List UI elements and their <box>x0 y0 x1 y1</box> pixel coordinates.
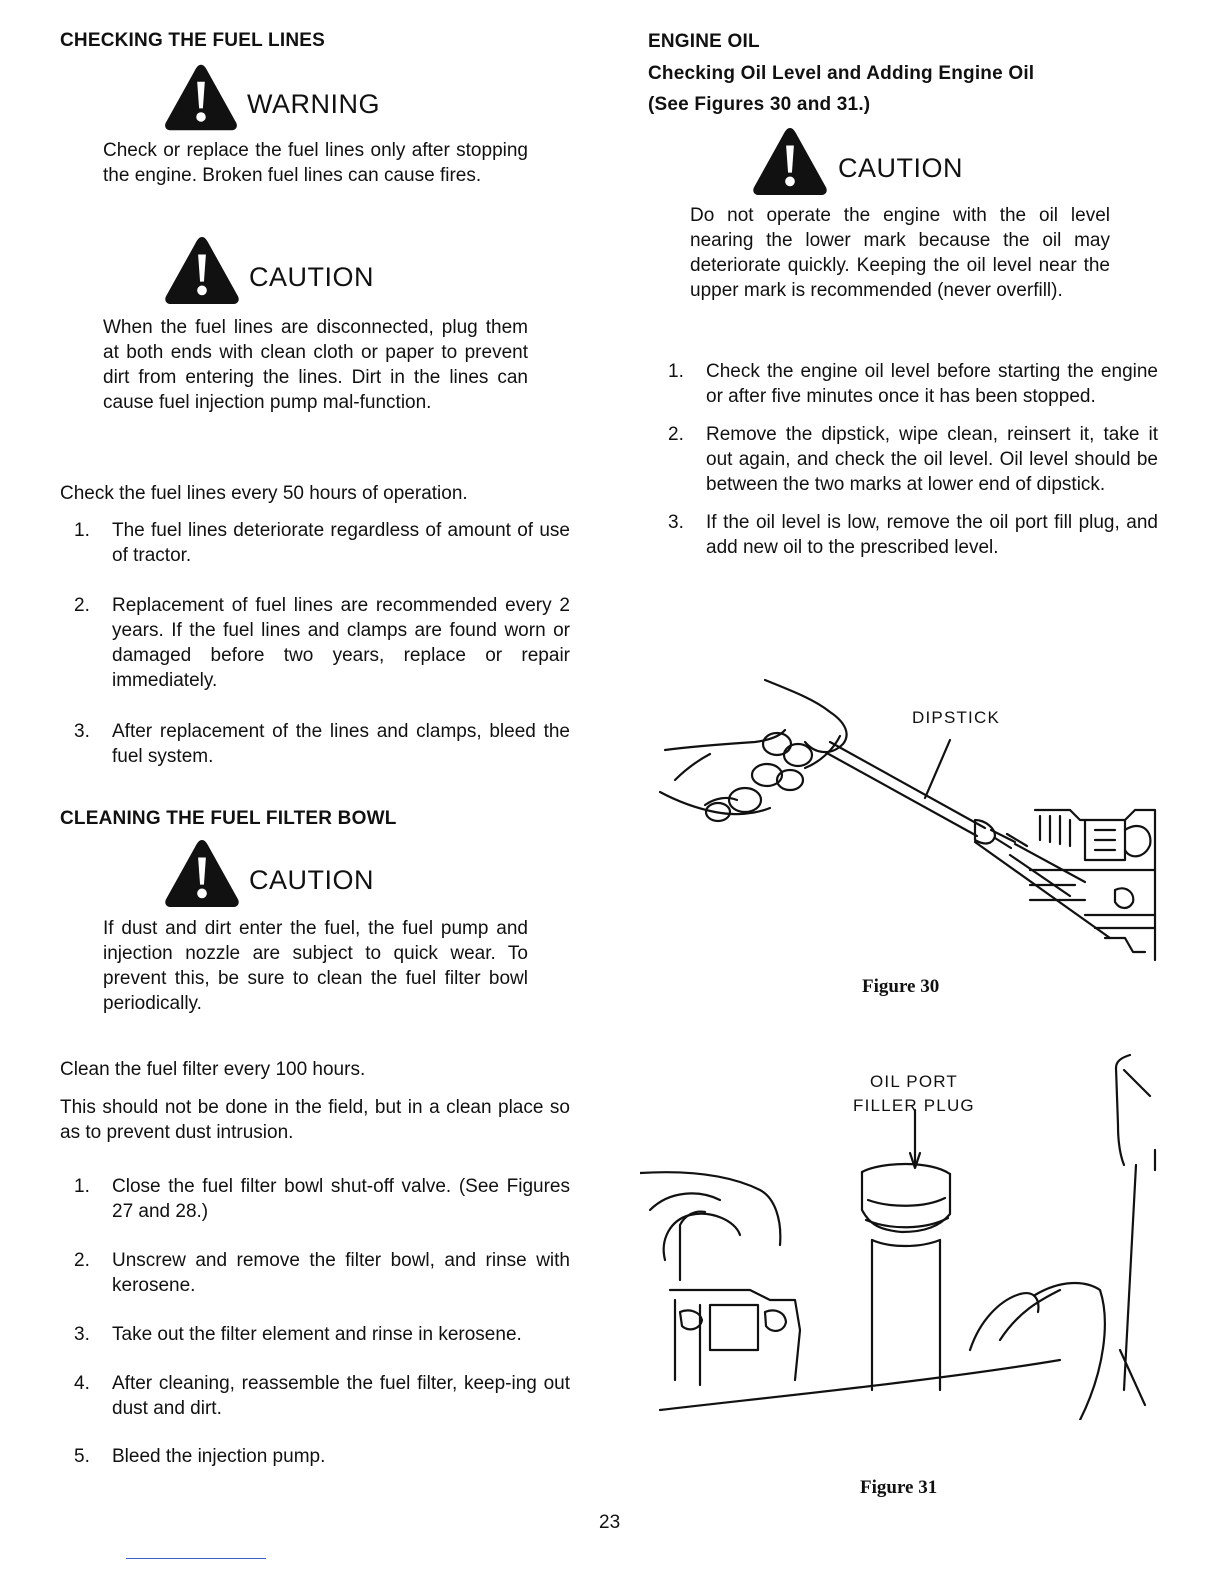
warning-title: WARNING <box>247 88 380 119</box>
list-item <box>654 359 1158 409</box>
step-number: 2. <box>668 424 684 445</box>
step-text: Replacement of fuel lines are recommended every 2 years. If the fuel lines and clamps are found worn or damaged before two years, replace or repair immediately. <box>112 595 570 691</box>
caution-alert-fuel-lines <box>163 235 374 305</box>
list-item <box>60 719 570 769</box>
step-text: Check the engine oil level before starting the engine or after five minutes once it has been stopped. <box>706 361 1158 407</box>
fuel-lines-steps <box>60 518 570 769</box>
caution-alert-engine-oil <box>750 126 963 196</box>
caution-text-filter-bowl: If dust and dirt enter the fuel, the fuel pump and injection nozzle are subject to quick wear. To prevent this, be sure to clean the fuel filter bowl periodically. <box>103 918 528 1014</box>
step-number: 3. <box>74 721 90 742</box>
step-number: 1. <box>74 1176 90 1197</box>
oil-port-label-line2: FILLER PLUG <box>853 1096 975 1115</box>
caution-triangle-icon <box>163 838 241 908</box>
list-item <box>654 422 1158 497</box>
step-number: 5. <box>74 1446 90 1467</box>
filter-bowl-steps <box>60 1174 570 1469</box>
fuel-lines-intro: Check the fuel lines every 50 hours of operation. <box>60 483 468 504</box>
oil-port-label-line1: OIL PORT <box>870 1072 959 1091</box>
step-text: Bleed the injection pump. <box>112 1446 326 1467</box>
step-number: 1. <box>74 520 90 541</box>
page-number: 23 <box>599 1512 621 1533</box>
section-heading-filter-bowl: CLEANING THE FUEL FILTER BOWL <box>60 808 397 829</box>
subheading-figure-ref: (See Figures 30 and 31.) <box>648 94 871 115</box>
caution-title: CAUTION <box>838 152 963 183</box>
step-text: After replacement of the lines and clamps, bleed the fuel system. <box>112 721 570 767</box>
caution-triangle-icon <box>750 126 830 196</box>
dipstick-illustration <box>655 670 1165 970</box>
list-item <box>60 1174 570 1224</box>
step-number: 3. <box>668 512 684 533</box>
engine-oil-steps <box>654 359 1158 560</box>
figure-30-caption: Figure 30 <box>862 976 940 997</box>
step-text: Close the fuel filter bowl shut-off valve. (See Figures 27 and 28.) <box>112 1176 570 1222</box>
step-text: Remove the dipstick, wipe clean, reinsert it, take it out again, and check the oil level. Oil level should be between the two marks at lower end of dipstick. <box>706 424 1158 495</box>
list-item <box>60 518 570 568</box>
caution-alert-filter-bowl <box>163 838 374 908</box>
list-item <box>60 1444 570 1469</box>
step-text: If the oil level is low, remove the oil port fill plug, and add new oil to the prescribed level. <box>706 512 1158 558</box>
warning-text: Check or replace the fuel lines only after stopping the engine. Broken fuel lines can cause fires. <box>103 140 528 186</box>
caution-text-fuel-lines: When the fuel lines are disconnected, plug them at both ends with clean cloth or paper to prevent dirt from entering the lines. Dirt in the lines can cause fuel injection pump mal-function. <box>103 317 528 413</box>
step-text: After cleaning, reassemble the fuel filter, keep-ing out dust and dirt. <box>112 1373 570 1419</box>
step-number: 2. <box>74 1250 90 1271</box>
step-number: 1. <box>668 361 684 382</box>
warning-triangle-icon <box>163 62 239 132</box>
figure-31-caption: Figure 31 <box>860 1477 938 1498</box>
caution-text-engine-oil: Do not operate the engine with the oil level nearing the lower mark because the oil may deteriorate quickly. Keeping the oil level near the upper mark is recommended (never overfill). <box>690 205 1110 301</box>
step-number: 2. <box>74 595 90 616</box>
subheading-oil-level: Checking Oil Level and Adding Engine Oil <box>648 63 1035 84</box>
section-heading-engine-oil: ENGINE OIL <box>648 31 760 52</box>
step-number: 3. <box>74 1324 90 1345</box>
list-item <box>60 1322 570 1347</box>
filter-bowl-intro-2: This should not be done in the field, but in a clean place so as to prevent dust intrusion. <box>60 1097 570 1143</box>
list-item <box>60 593 570 693</box>
list-item <box>60 1371 570 1421</box>
step-text: Take out the filter element and rinse in kerosene. <box>112 1324 522 1345</box>
list-item <box>60 1248 570 1298</box>
footer-rule <box>126 1558 266 1559</box>
caution-triangle-icon <box>163 235 241 305</box>
caution-title: CAUTION <box>249 864 374 895</box>
list-item <box>654 510 1158 560</box>
section-heading-fuel-lines: CHECKING THE FUEL LINES <box>60 30 325 51</box>
step-text: The fuel lines deteriorate regardless of amount of use of tractor. <box>112 520 570 566</box>
caution-title: CAUTION <box>249 261 374 292</box>
step-text: Unscrew and remove the filter bowl, and rinse with kerosene. <box>112 1250 570 1296</box>
dipstick-label: DIPSTICK <box>912 708 1001 727</box>
filter-bowl-intro-1: Clean the fuel filter every 100 hours. <box>60 1059 366 1080</box>
warning-alert <box>163 62 380 132</box>
step-number: 4. <box>74 1373 90 1394</box>
